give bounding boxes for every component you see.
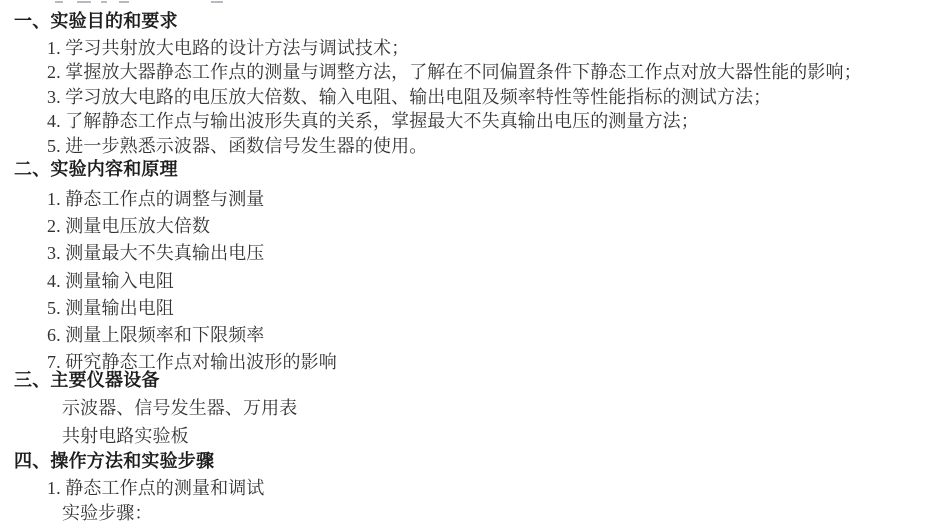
equipment-item-2: 共射电路实验板 [62, 426, 189, 446]
clipped-text-remnant [55, 0, 235, 4]
content-item-2: 2. 测量电压放大倍数 [47, 216, 211, 236]
objectives-item-1: 1. 学习共射放大电路的设计方法与调试技术； [47, 38, 410, 58]
content-item-5: 5. 测量输出电阻 [47, 298, 174, 318]
equipment-item-1: 示波器、信号发生器、万用表 [62, 398, 298, 418]
content-item-6: 6. 测量上限频率和下限频率 [47, 325, 265, 345]
content-item-4: 4. 测量输入电阻 [47, 271, 174, 291]
section-heading-procedure: 四、操作方法和实验步骤 [14, 451, 215, 472]
procedure-steps-label: 实验步骤： [62, 503, 153, 523]
objectives-item-2: 2. 掌握放大器静态工作点的测量与调整方法，了解在不同偏置条件下静态工作点对放大器性能的影响； [47, 62, 862, 82]
objectives-item-3: 3. 学习放大电路的电压放大倍数、输入电阻、输出电阻及频率特性等性能指标的测试方法； [47, 87, 772, 107]
content-item-1: 1. 静态工作点的调整与测量 [47, 189, 265, 209]
content-item-7: 7. 研究静态工作点对输出波形的影响 [47, 352, 337, 372]
objectives-item-4: 4. 了解静态工作点与输出波形失真的关系，掌握最大不失真输出电压的测量方法； [47, 111, 699, 131]
procedure-item-1: 1. 静态工作点的测量和调试 [47, 478, 265, 498]
section-heading-objectives: 一、实验目的和要求 [14, 11, 178, 32]
section-heading-content: 二、实验内容和原理 [14, 159, 178, 180]
content-item-3: 3. 测量最大不失真输出电压 [47, 243, 265, 263]
section-heading-equipment: 三、主要仪器设备 [14, 370, 160, 391]
objectives-item-5: 5. 进一步熟悉示波器、函数信号发生器的使用。 [47, 136, 428, 156]
